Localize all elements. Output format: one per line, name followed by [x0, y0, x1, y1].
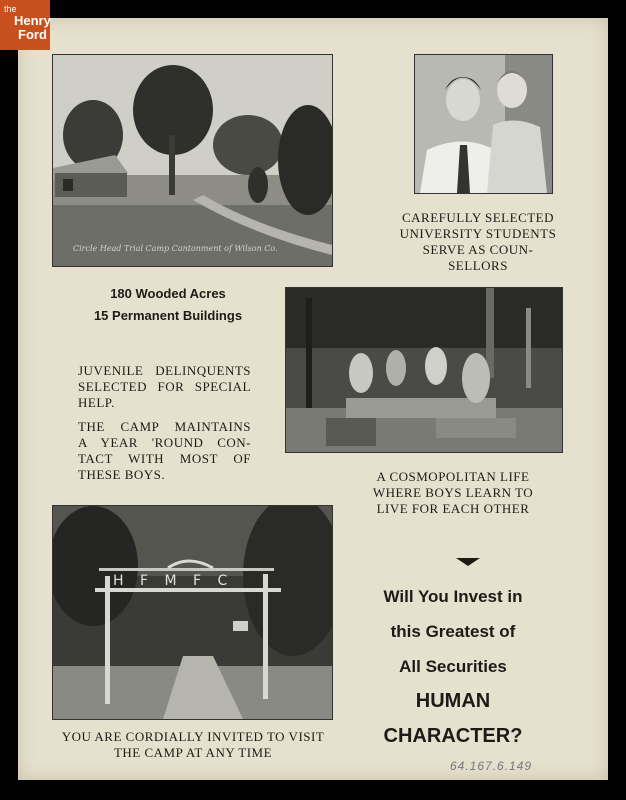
campsite-photo: [52, 54, 333, 267]
invest-appeal: [363, 579, 543, 754]
caption-line: CAREFULLY SELECTED: [401, 210, 555, 225]
logo-henry: Henry: [14, 13, 51, 28]
caption-line: UNIVERSITY STUDENTS: [399, 226, 557, 241]
logo-ford: Ford: [18, 27, 47, 42]
text-line: TACT WITH MOST OF: [78, 451, 251, 466]
appeal-line: Will You Invest in: [383, 587, 523, 606]
caption-line: WHERE BOYS LEARN TO: [372, 485, 534, 500]
caption-line: SELLORS: [448, 258, 508, 273]
text-line: HELP.: [78, 395, 115, 410]
logo-the: the: [4, 4, 17, 14]
henry-ford-logo: [0, 0, 50, 50]
caption-line: THE CAMP AT ANY TIME: [113, 745, 273, 760]
text-line: A YEAR 'ROUND CON-: [78, 435, 251, 450]
acres-line: 180 Wooded Acres: [110, 286, 226, 301]
gate-photo: [52, 505, 333, 720]
brochure-page: [18, 18, 608, 780]
acreage-text: [63, 283, 273, 327]
buildings-line: 15 Permanent Buildings: [93, 308, 243, 323]
appeal-line: All Securities: [399, 657, 507, 676]
text-line: JUVENILE DELINQUENTS: [78, 363, 251, 378]
caption-line: LIVE FOR EACH OTHER: [376, 501, 530, 516]
counselors-photo: [414, 54, 553, 194]
counselors-caption: [388, 210, 568, 274]
delinquents-text: [78, 363, 251, 411]
cosmopolitan-caption: [348, 469, 558, 517]
text-line: THESE BOYS.: [78, 467, 166, 482]
appeal-emphasis: HUMAN: [415, 690, 491, 712]
maintains-text: [78, 419, 251, 483]
caption-line: SERVE AS COUN-: [422, 242, 534, 257]
down-arrow-icon: [456, 558, 480, 566]
caption-line: YOU ARE CORDIALLY INVITED TO VISIT: [61, 729, 325, 744]
dining-photo: [285, 287, 563, 453]
campsite-handwritten-caption: Circle Head Trial Camp Cantonment of Wilson Co.: [73, 244, 278, 253]
invitation-caption: [48, 729, 338, 761]
text-line: SELECTED FOR SPECIAL: [78, 379, 251, 394]
text-line: THE CAMP MAINTAINS: [78, 419, 251, 434]
caption-line: A COSMOPOLITAN LIFE: [376, 469, 530, 484]
accession-number: 64.167.6.149: [450, 759, 533, 773]
appeal-line: this Greatest of: [390, 622, 516, 641]
appeal-emphasis: CHARACTER?: [383, 725, 523, 747]
gate-sign-text: H F M F C: [113, 573, 234, 589]
